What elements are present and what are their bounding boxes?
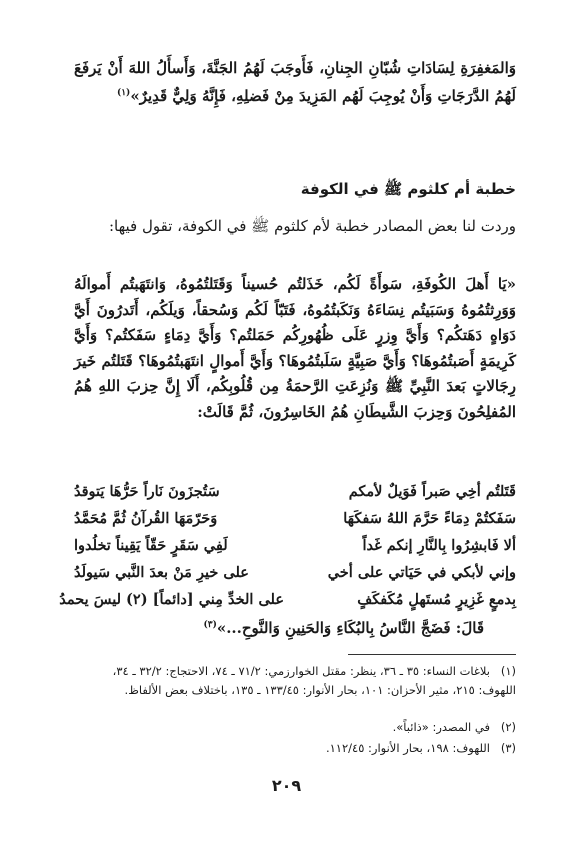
intro-footnote-ref: (١) [116,88,131,98]
poem-hemistich: على الخدِّ مِني [دائماً] (٢) ليسَ يحمدُ [59,591,284,608]
poem-hemistich: ألا فَابشِرُوا بِالنَّارِ إنكم غَداً [362,537,516,554]
footnote-number: (١) [500,664,516,678]
footnote-text: بلاغات النساء: ٣٥ ـ ٣٦، ينظر: مقتل الخوارزمي: ٧١/٢ ـ ٧٤، الاحتجاج: ٣٢/٢ ـ ٣٤، اللهوف: ٢١٥، مثير الأحزان: ١٠١، بحار الأنوار: ١٣٣/٤٥ ـ ١٣٥، باختلاف بعض الألفاظ. [112,664,516,697]
poem-hemistich: وَحَرّمَهَا القُرآنُ ثُمَّ مُحَمَّدُ [74,510,218,527]
footnote-text: في المصدر: «ذائباً». [392,720,490,734]
poem-hemistich: سَتُجزَونَ نَاراً حَرُّهَا يَتوقدُ [74,483,220,500]
closing-text: قَالَ: فَضَجَّ النَّاسُ بِالبُكَاءِ وَالحَنِينِ وَالنَّوحِ...» [216,619,484,637]
poem-hemistich: لَفِي سَقَرٍ حَقّاً يَقِيناً تخلُدوا [74,537,228,554]
section-heading: خطبة أم كلثوم ﷺ في الكوفة [300,180,516,198]
poem-hemistich: قَتَلتُم أخِي صَبراً فَوَيلٌ لأمكم [348,483,516,500]
poem-verse [59,591,516,618]
lead-paragraph: وردت لنا بعض المصادر خطبة لأم كلثوم ﷺ في الكوفة، تقول فيها: [108,217,516,235]
poem-verse [74,510,516,537]
footnote [74,739,516,758]
footnote-text: اللهوف: ١٩٨، بحار الأنوار: ١١٢/٤٥. [325,741,490,755]
intro-paragraph [74,56,516,109]
closing-footnote-ref: (٣) [203,620,217,630]
footnote [74,718,516,737]
footnote-number: (٢) [500,720,516,734]
poem-verse [74,483,516,510]
intro-text: وَالمَغفِرَةِ لِسَادَاتِ شُبّانِ الجِنانِ، فَأَوجَبَ لَهُمُ الجَنَّةَ، وَأَسأَلُ اللهَ أَنْ يَرفَعَ لَهُمُ الدَّرَجَاتِ وَأَنْ يُوجِبَ لَهُم المَزِيدَ مِنْ فَضلِهِ، فَإِنَّهُ وَلِيٌّ قَدِيرٌ» [74,59,516,105]
footnote-number: (٣) [500,741,516,755]
page-number: ٢٠٩ [271,776,302,795]
poem-verse [74,537,516,564]
poem-hemistich: بِدمعٍ غَزِيرٍ مُستَهلٍ مُكَفكَفٍ [357,591,516,608]
footnote-divider [348,654,516,655]
poem-hemistich: سَفَكتُمْ دِمَاءً حَرَّمَ اللهُ سَفكَهَا [343,510,516,527]
poem-verse [74,564,516,591]
speech-paragraph: «يَا أَهلَ الكُوفَةِ، سَوأَةً لَكُم، خَذَلتُم حُسيناً وَقَتَلتُمُوهُ، وَانتَهَبتُم أَموالَهُ وَوَرِثتُمُوهُ وَسَبَيتُم نِسَاءَهُ وَنَكَبتُمُوهُ، فَتَبّاً لَكُم وَسُحقاً، وَيلَكُم، أَتَدرُونَ أَيَّ دَوَاهٍ دَهَتكُم؟ وَأَيَّ وِزرٍ عَلَى ظُهُورِكُم حَمَلتُم؟ وَأَيَّ دِمَاءٍ سَفَكتُم؟ وَأَيَّ كَرِيمَةٍ أَصَبتُمُوهَا؟ وَأَيَّ صَبِيَّةٍ سَلَبتُمُوهَا؟ وَأَيَّ أَموالٍ انتَهَبتُمُوهَا؟ قَتَلتُم خَيرَ رِجَالاتٍ بَعدَ النَّبِيِّ ﷺ وَنُزِعَتِ الرَّحمَةُ مِن قُلُوبِكُم، أَلَا إِنَّ حِزبَ اللهِ هُمُ المُفلِحُونَ وَحِزبَ الشَّيطَانِ هُمُ الخَاسِرُونَ، ثُمَّ قَالَتْ: [74,275,516,421]
closing-line [74,619,484,637]
poem [59,483,516,618]
footnote [74,662,516,700]
poem-hemistich: وإني لأبكي في حَيَاتي على أخي [327,564,516,581]
poem-hemistich: على خيرِ مَنْ بعدَ النَّبي سَيولَدُ [74,564,249,581]
